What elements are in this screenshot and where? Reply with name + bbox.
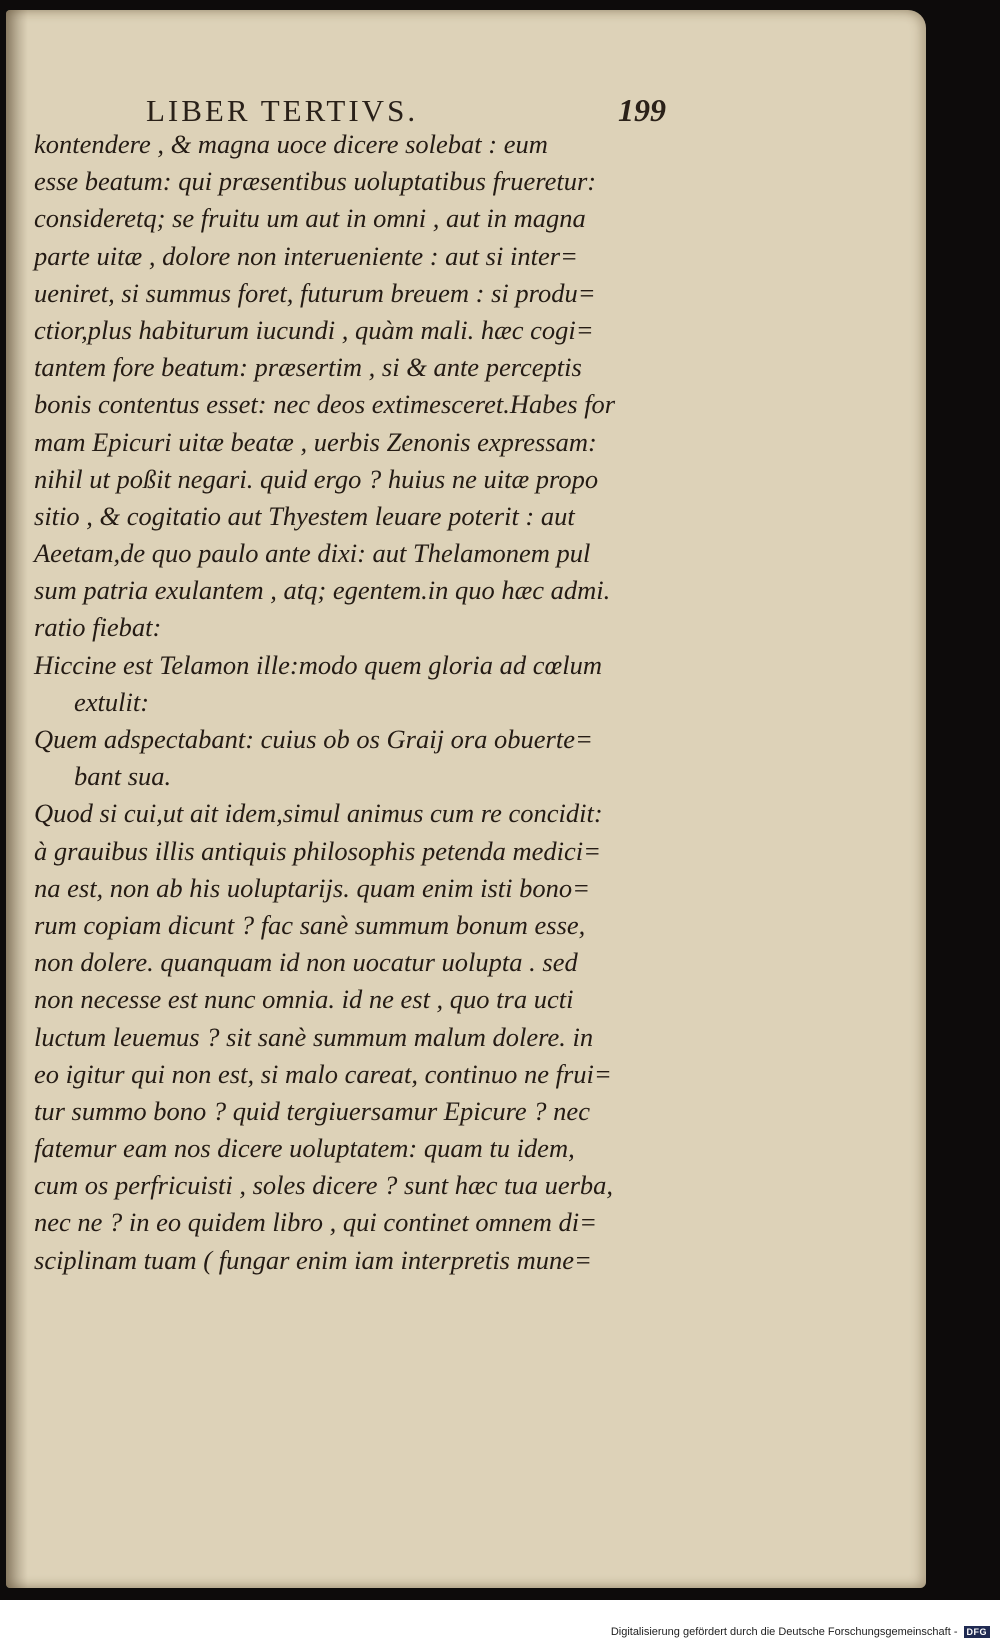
text-line: non dolere. quanquam id non uocatur uolupta . sed (34, 947, 578, 978)
text-line: fatemur eam nos dicere uoluptatem: quam tu idem, (34, 1133, 575, 1164)
body-text (34, 126, 674, 1279)
running-title: LIBER TERTIVS. (146, 93, 419, 128)
text-line: luctum leuemus ? sit sanè summum malum dolere. in (34, 1021, 594, 1052)
page-number: 199 (618, 92, 666, 128)
text-line: esse beatum: qui præsentibus uoluptatibus frueretur: (34, 166, 597, 197)
text-line: Aeetam,de quo paulo ante dixi: aut Thelamonem pul (34, 538, 591, 569)
text-line: Quod si cui,ut ait idem,simul animus cum re concidit: (34, 798, 603, 829)
text-line: na est, non ab his uoluptarijs. quam enim isti bono= (34, 872, 590, 903)
text-line: sciplinam tuam ( fungar enim iam interpretis mune= (34, 1244, 592, 1275)
running-head (146, 92, 666, 129)
text-line: nec ne ? in eo quidem libro , qui continet omnem di= (34, 1207, 597, 1238)
dfg-logo: DFG (964, 1626, 991, 1638)
text-line: non necesse est nunc omnia. id ne est , quo tra ucti (34, 984, 574, 1015)
verse-line: Quem adspectabant: cuius ob os Graij ora obuerte= (34, 724, 593, 754)
text-line: tantem fore beatum: præsertim , si & ante perceptis (34, 352, 582, 383)
text-line: cum os perfricuisti , soles dicere ? sunt hæc tua uerba, (34, 1170, 614, 1201)
text-line: consideretq; se fruitu um aut in omni , aut in magna (34, 203, 586, 234)
text-line: sitio , & cogitatio aut Thyestem leuare poterit : aut (34, 500, 575, 531)
book-page (6, 10, 926, 1588)
text-line: eo igitur qui non est, si malo careat, continuo ne frui= (34, 1058, 612, 1089)
text-line: kontendere , & magna uoce dicere solebat : eum (34, 129, 548, 159)
text-line: tur summo bono ? quid tergiuersamur Epicure ? nec (34, 1095, 590, 1126)
verse-line: Hiccine est Telamon ille:modo quem gloria ad cœlum (34, 649, 602, 680)
text-line: ratio fiebat: (34, 612, 162, 643)
text-line: sum patria exulantem , atq; egentem.in quo hæc admi. (34, 575, 611, 606)
verse-line: extulit: (74, 686, 150, 717)
digitization-footer (611, 1626, 990, 1638)
verse-line: bant sua. (74, 761, 172, 792)
text-line: nihil ut poßit negari. quid ergo ? huius ne uitæ propo (34, 463, 599, 494)
text-line: à grauibus illis antiquis philosophis petenda medici= (34, 835, 602, 866)
text-line: ctior,plus habiturum iucundi , quàm mali. hæc cogi= (34, 314, 594, 345)
text-line: bonis contentus esset: nec deos extimesceret.Habes for (34, 389, 616, 420)
text-line: parte uitæ , dolore non interueniente : aut si inter= (34, 240, 578, 271)
text-line: rum copiam dicunt ? fac sanè summum bonum esse, (34, 909, 586, 940)
text-line: mam Epicuri uitæ beatæ , uerbis Zenonis expressam: (34, 426, 597, 457)
funding-credit: Digitalisierung gefördert durch die Deutsche Forschungsgemeinschaft - (610, 1626, 958, 1638)
text-line: ueniret, si summus foret, futurum breuem : si produ= (34, 277, 596, 308)
